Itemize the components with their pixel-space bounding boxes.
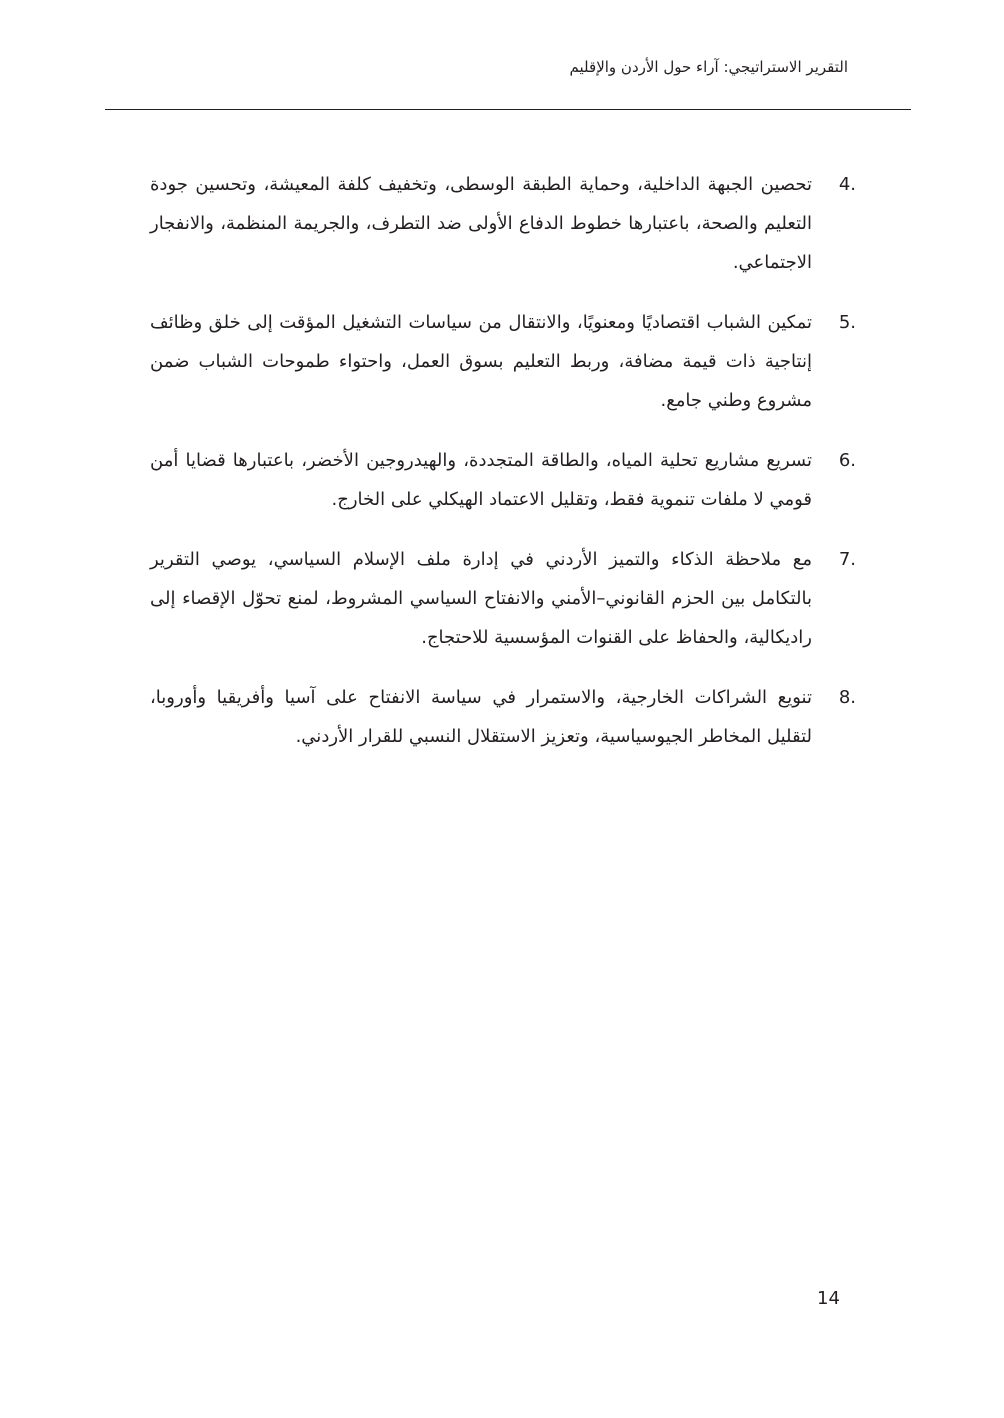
item-text: تمكين الشباب اقتصاديًا ومعنويًا، والانتقال من سياسات التشغيل المؤقت إلى خلق وظائف إنتاجية ذات قيمة مضافة، وربط التعليم بسوق العمل، واحتواء طموحات الشباب ضمن مشروع وطني جامع. [150,312,812,411]
item-number: 7. [838,549,856,570]
item-text: تنويع الشراكات الخارجية، والاستمرار في سياسة الانفتاح على آسيا وأفريقيا وأوروبا، لتقليل المخاطر الجيوسياسية، وتعزيز الاستقلال النسبي للقرار الأردني. [150,687,812,747]
header-divider [105,109,911,110]
page-number: 14 [817,1288,840,1309]
running-header: التقرير الاستراتيجي: آراء حول الأردن والإقليم [569,58,848,76]
recommendations-list [150,165,856,777]
item-number: 8. [838,687,856,708]
item-text: تسريع مشاريع تحلية المياه، والطاقة المتجددة، والهيدروجين الأخضر، باعتبارها قضايا أمن قومي لا ملفات تنموية فقط، وتقليل الاعتماد الهيكلي على الخارج. [150,450,812,510]
item-number: 6. [838,450,856,471]
item-text: تحصين الجبهة الداخلية، وحماية الطبقة الوسطى، وتخفيف كلفة المعيشة، وتحسين جودة التعليم والصحة، باعتبارها خطوط الدفاع الأولى ضد التطرف، والجريمة المنظمة، والانفجار الاجتماعي. [150,174,812,273]
list-item [150,165,856,282]
list-item [150,303,856,420]
list-item [150,678,856,756]
item-text: مع ملاحظة الذكاء والتميز الأردني في إدارة ملف الإسلام السياسي، يوصي التقرير بالتكامل بين الحزم القانوني–الأمني والانفتاح السياسي المشروط، لمنع تحوّل الإقصاء إلى راديكالية، والحفاظ على القنوات المؤسسية للاحتجاج. [150,549,812,648]
list-item [150,441,856,519]
item-number: 5. [838,312,856,333]
item-number: 4. [838,174,856,195]
list-item [150,540,856,657]
